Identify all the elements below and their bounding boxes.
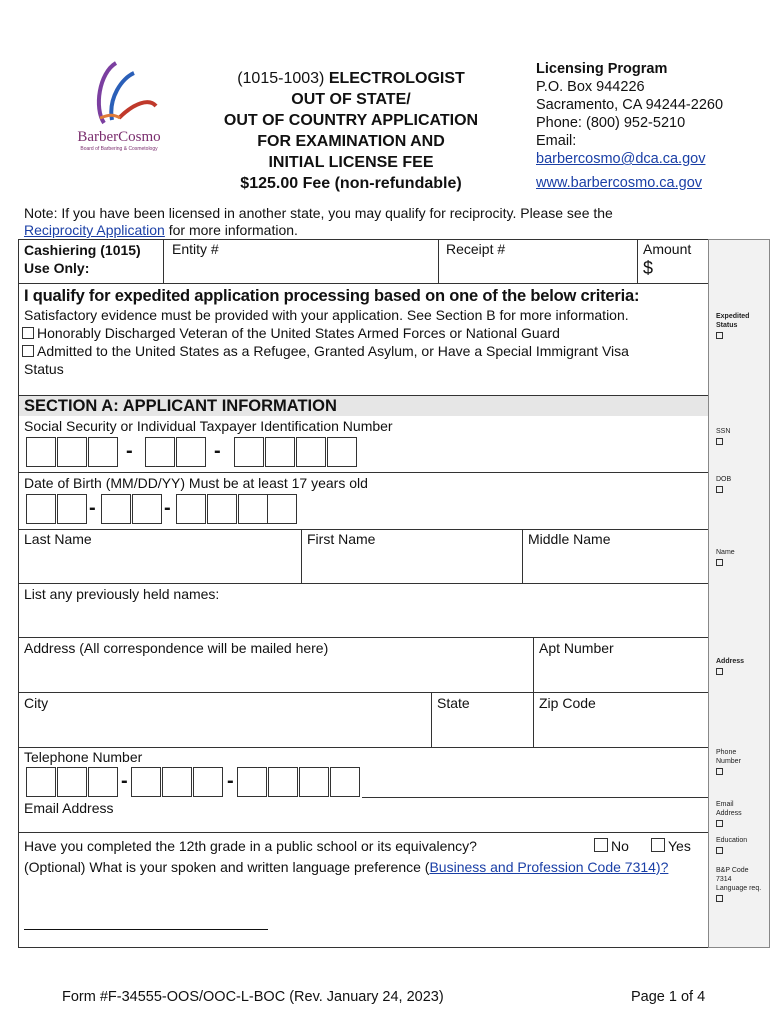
cashiering-label-line2: Use Only: xyxy=(24,260,90,276)
entity-label: Entity # xyxy=(172,241,219,257)
logo xyxy=(64,58,174,150)
zip-label: Zip Code xyxy=(539,695,596,711)
divider xyxy=(438,239,439,283)
phone-digit[interactable] xyxy=(131,767,161,797)
title-fee: $125.00 Fee (non-refundable) xyxy=(240,175,462,192)
sidebar-email-line2: Address xyxy=(716,810,742,817)
ssn-digit[interactable] xyxy=(176,437,206,467)
middle-name-input[interactable] xyxy=(523,548,707,582)
sidebar-name-label: Name xyxy=(716,549,735,556)
logo-mark-icon xyxy=(64,58,174,128)
dob-digit[interactable] xyxy=(101,494,131,524)
cashiering-label xyxy=(24,241,141,277)
middle-name-label: Middle Name xyxy=(528,531,611,547)
education-no-option[interactable] xyxy=(594,838,629,854)
contact-email-label: Email: xyxy=(536,133,577,149)
dob-digit[interactable] xyxy=(132,494,162,524)
sidebar-expedited-line1: Expedited xyxy=(716,313,750,320)
previous-names-label: List any previously held names: xyxy=(24,586,220,602)
phone-dash: - xyxy=(227,770,234,792)
address-input[interactable] xyxy=(19,658,532,691)
apt-input[interactable] xyxy=(534,658,707,691)
amount-label: Amount xyxy=(643,241,692,257)
phone-digit[interactable] xyxy=(26,767,56,797)
contact-website-link[interactable]: www.barbercosmo.ca.gov xyxy=(536,175,703,191)
ssn-digit[interactable] xyxy=(88,437,118,467)
language-answer-line[interactable] xyxy=(24,929,268,930)
education-no-label: No xyxy=(611,838,629,854)
divider xyxy=(18,283,708,284)
title-line-4: INITIAL LICENSE FEE xyxy=(268,154,434,171)
divider xyxy=(18,747,708,748)
last-name-label: Last Name xyxy=(24,531,92,547)
sidebar-bp-code-line1: B&P Code xyxy=(716,867,749,874)
sidebar-address-checkbox[interactable] xyxy=(716,668,723,675)
ssn-digit[interactable] xyxy=(327,437,357,467)
phone-digit[interactable] xyxy=(299,767,329,797)
telephone-label: Telephone Number xyxy=(24,749,143,765)
sidebar-bp-code-line2: 7314 xyxy=(716,876,732,883)
sidebar-dob-checkbox[interactable] xyxy=(716,486,723,493)
ssn-digit[interactable] xyxy=(26,437,56,467)
divider xyxy=(18,239,19,283)
sidebar-phone-checkbox[interactable] xyxy=(716,768,723,775)
ssn-label: Social Security or Individual Taxpayer Identification Number xyxy=(24,418,393,434)
receipt-label: Receipt # xyxy=(446,241,506,257)
section-a-heading: SECTION A: APPLICANT INFORMATION xyxy=(24,397,337,415)
phone-digit[interactable] xyxy=(330,767,360,797)
footer-form-number: Form #F-34555-OOS/OOC-L-BOC (Rev. January 24, 2023) xyxy=(62,989,444,1005)
title-line-1: OUT OF STATE/ xyxy=(291,91,411,108)
ssn-digit[interactable] xyxy=(57,437,87,467)
dob-dash: - xyxy=(89,497,96,519)
phone-digit[interactable] xyxy=(237,767,267,797)
note-text-cont: for more information. xyxy=(164,222,298,238)
title-line-0: ELECTROLOGIST xyxy=(328,70,465,87)
state-input[interactable] xyxy=(432,713,532,746)
language-question-text: (Optional) What is your spoken and written language preference ( xyxy=(24,859,430,875)
sidebar-expedited-line2: Status xyxy=(716,322,738,329)
sidebar-email xyxy=(716,800,742,827)
contact-program: Licensing Program xyxy=(536,61,668,77)
dob-digit[interactable] xyxy=(238,494,268,524)
dob-dash: - xyxy=(164,497,171,519)
page-title xyxy=(196,68,506,194)
sidebar-bp-code-checkbox[interactable] xyxy=(716,895,723,902)
ssn-digit[interactable] xyxy=(234,437,264,467)
contact-phone: Phone: (800) 952-5210 xyxy=(536,115,686,131)
dob-label: Date of Birth (MM/DD/YY) Must be at least 17 years old xyxy=(24,475,368,491)
sidebar-ssn xyxy=(716,427,730,445)
contact-city: Sacramento, CA 94244-2260 xyxy=(536,97,724,113)
divider xyxy=(18,472,708,473)
education-yes-label: Yes xyxy=(668,838,691,854)
divider xyxy=(18,832,708,833)
phone-digit[interactable] xyxy=(57,767,87,797)
phone-digit[interactable] xyxy=(193,767,223,797)
expedited-option-veteran[interactable] xyxy=(22,325,560,341)
divider xyxy=(637,239,638,283)
title-line-2: OUT OF COUNTRY APPLICATION xyxy=(223,112,479,129)
contact-email-link[interactable]: barbercosmo@dca.ca.gov xyxy=(536,151,706,167)
dob-digit[interactable] xyxy=(207,494,237,524)
address-label: Address (All correspondence will be mailed here) xyxy=(24,640,329,656)
education-yes-option[interactable] xyxy=(651,838,691,854)
previous-names-input[interactable] xyxy=(19,604,707,637)
dob-digit[interactable] xyxy=(267,494,297,524)
phone-digit[interactable] xyxy=(268,767,298,797)
sidebar-phone-line2: Number xyxy=(716,758,741,765)
title-line-3: FOR EXAMINATION AND xyxy=(257,133,445,150)
city-input[interactable] xyxy=(19,713,430,746)
logo-tagline: Board of Barbering & Cosmetology xyxy=(80,146,158,152)
expedited-option-refugee[interactable] xyxy=(22,343,629,359)
apt-label: Apt Number xyxy=(539,640,614,656)
education-no-checkbox[interactable] xyxy=(594,838,608,852)
expedited-description: Satisfactory evidence must be provided with your application. See Section B for more information. xyxy=(24,307,629,323)
note-text: Note: If you have been licensed in another state, you may qualify for reciprocity. Please see the xyxy=(24,205,613,221)
amount-dollar: $ xyxy=(643,258,654,278)
divider xyxy=(18,692,708,693)
sidebar-name xyxy=(716,548,735,566)
title-code: (1015-1003) xyxy=(237,70,325,87)
first-name-input[interactable] xyxy=(302,548,521,582)
divider xyxy=(163,239,164,283)
divider xyxy=(18,583,708,584)
veteran-label: Honorably Discharged Veteran of the United States Armed Forces or National Guard xyxy=(37,325,560,341)
language-question xyxy=(24,858,684,876)
bp-code-link[interactable]: Business and Profession Code 7314)? xyxy=(429,859,669,875)
state-label: State xyxy=(437,695,470,711)
sidebar-email-checkbox[interactable] xyxy=(716,820,723,827)
contact-po-box: P.O. Box 944226 xyxy=(536,79,645,95)
refugee-label-cont: Status xyxy=(24,361,64,377)
cashiering-label-line1: Cashiering (1015) xyxy=(24,242,141,258)
refugee-checkbox[interactable] xyxy=(22,345,34,357)
divider xyxy=(18,529,708,530)
sidebar-expedited xyxy=(716,312,749,339)
sidebar-bp-code xyxy=(716,866,761,902)
sidebar-education xyxy=(716,836,747,854)
divider xyxy=(18,239,770,240)
sidebar-dob-label: DOB xyxy=(716,476,732,483)
sidebar-ssn-checkbox[interactable] xyxy=(716,438,723,445)
sidebar-name-checkbox[interactable] xyxy=(716,559,723,566)
ssn-dash: - xyxy=(126,440,133,462)
sidebar-email-line1: Email xyxy=(716,801,734,808)
refugee-label: Admitted to the United States as a Refugee, Granted Asylum, or Have a Special Immigrant Visa xyxy=(37,343,629,359)
sidebar-phone-line1: Phone xyxy=(716,749,737,756)
sidebar-dob xyxy=(716,475,731,493)
footer-page-number: Page 1 of 4 xyxy=(631,989,706,1005)
email-input[interactable] xyxy=(19,817,707,831)
ssn-dash: - xyxy=(214,440,221,462)
education-question: Have you completed the 12th grade in a public school or its equivalency? xyxy=(24,838,477,854)
contact-block xyxy=(536,60,761,192)
ssn-digit[interactable] xyxy=(296,437,326,467)
reciprocity-link[interactable]: Reciprocity Application xyxy=(24,222,165,238)
sidebar-ssn-label: SSN xyxy=(716,428,731,435)
zip-input[interactable] xyxy=(534,713,707,746)
sidebar-address-label: Address xyxy=(716,658,745,665)
sidebar-address xyxy=(716,657,744,675)
veteran-checkbox[interactable] xyxy=(22,327,34,339)
reciprocity-note xyxy=(24,205,724,239)
phone-digit[interactable] xyxy=(162,767,192,797)
dob-digit[interactable] xyxy=(57,494,87,524)
email-label: Email Address xyxy=(24,800,114,816)
expedited-heading: I qualify for expedited application processing based on one of the below criteria: xyxy=(24,287,640,305)
logo-name: BarberCosmo xyxy=(77,129,161,145)
sidebar-bp-code-line3: Language req. xyxy=(716,885,762,892)
ssn-digit[interactable] xyxy=(265,437,295,467)
sidebar-phone xyxy=(716,748,741,775)
education-yes-checkbox[interactable] xyxy=(651,838,665,852)
form-border-bottom xyxy=(18,947,708,948)
sidebar-education-checkbox[interactable] xyxy=(716,847,723,854)
last-name-input[interactable] xyxy=(19,548,300,582)
city-label: City xyxy=(24,695,49,711)
first-name-label: First Name xyxy=(307,531,376,547)
divider xyxy=(362,797,708,798)
dob-digit[interactable] xyxy=(176,494,206,524)
sidebar-expedited-checkbox[interactable] xyxy=(716,332,723,339)
sidebar-education-label: Education xyxy=(716,837,748,844)
phone-dash: - xyxy=(121,770,128,792)
phone-digit[interactable] xyxy=(88,767,118,797)
ssn-digit[interactable] xyxy=(145,437,175,467)
divider xyxy=(18,637,708,638)
dob-digit[interactable] xyxy=(26,494,56,524)
